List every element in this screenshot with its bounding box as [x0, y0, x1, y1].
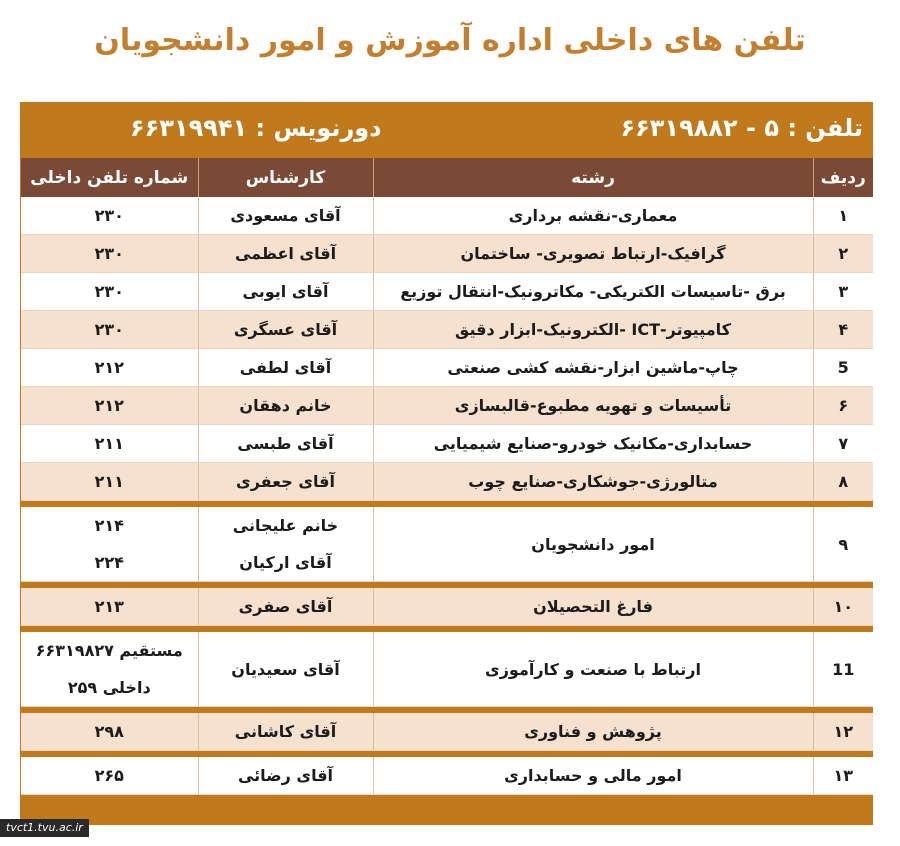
expert-name: آقای صفری: [198, 588, 373, 626]
expert-name: خانم دهقان: [198, 387, 373, 425]
extension: ۲۳۰: [21, 197, 198, 235]
row-number: ۴: [813, 311, 873, 349]
table-row: [21, 235, 873, 273]
expert-name: آقای کاشانی: [198, 713, 373, 751]
field-name: فارغ التحصیلان: [373, 588, 813, 626]
extension: ۲۱۱: [21, 425, 198, 463]
field-name: کامپیوتر-ICT -الکترونیک-ابزار دقیق: [373, 311, 813, 349]
extensions: [21, 507, 198, 582]
col-header-field: رشته: [373, 158, 813, 197]
expert-name: آقای عسگری: [198, 311, 373, 349]
direct-phone: مستقیم ۶۶۳۱۹۸۲۷: [35, 641, 183, 660]
table-row: [21, 425, 873, 463]
row-number: ۸: [813, 463, 873, 501]
extension: ۲۲۴: [94, 553, 124, 572]
expert-name: آقای ایوبی: [198, 273, 373, 311]
table-row: [21, 757, 873, 795]
site-watermark: tvct1.tvu.ac.ir: [0, 819, 89, 837]
row-number: ۱۳: [813, 757, 873, 795]
extension: ۲۱۲: [21, 349, 198, 387]
expert-name: آقای ارکیان: [239, 553, 332, 572]
col-header-row-number: ردیف: [813, 158, 873, 197]
phone-number: تلفن : ۵ - ۶۶۳۱۹۸۸۲: [620, 114, 863, 142]
field-name: معماری-نقشه برداری: [373, 197, 813, 235]
expert-names: [198, 507, 373, 582]
field-name: برق -تاسیسات الکتریکی- مکاترونیک-انتقال توزیع: [373, 273, 813, 311]
table-row: [21, 311, 873, 349]
extensions: [21, 632, 198, 707]
field-name: گرافیک-ارتباط تصویری- ساختمان: [373, 235, 813, 273]
table-row: [21, 507, 873, 582]
field-name: امور مالی و حسابداری: [373, 757, 813, 795]
table-row: [21, 273, 873, 311]
table-header-row: [21, 158, 873, 197]
table-row: [21, 632, 873, 707]
extension: ۲۱۲: [21, 387, 198, 425]
expert-name: آقای جعفری: [198, 463, 373, 501]
table-row: [21, 387, 873, 425]
fax-number: دورنویس : ۶۶۳۱۹۹۴۱: [130, 114, 382, 142]
expert-name: آقای طبسی: [198, 425, 373, 463]
table-footer-bar: [20, 802, 873, 825]
expert-name: خانم علیجانی: [232, 516, 339, 535]
extension: ۲۹۸: [21, 713, 198, 751]
contact-bar: [20, 102, 873, 158]
expert-name: آقای مسعودی: [198, 197, 373, 235]
page-title: تلفن های داخلی اداره آموزش و امور دانشجویان: [94, 23, 806, 58]
extension: ۲۱۴: [94, 516, 124, 535]
expert-name: آقای اعظمی: [198, 235, 373, 273]
row-number: ۱: [813, 197, 873, 235]
extension: داخلی ۲۵۹: [67, 678, 151, 697]
field-name: ارتباط با صنعت و کارآموزی: [373, 632, 813, 707]
row-number: 5: [813, 349, 873, 387]
phone-table: [21, 158, 873, 795]
extension: ۲۳۰: [21, 311, 198, 349]
row-number: ۹: [813, 507, 873, 582]
table-row: [21, 197, 873, 235]
field-name: امور دانشجویان: [373, 507, 813, 582]
table-row: [21, 349, 873, 387]
extension: ۲۳۰: [21, 273, 198, 311]
expert-name: آقای رضائی: [198, 757, 373, 795]
extension: ۲۱۳: [21, 588, 198, 626]
expert-name: آقای لطفی: [198, 349, 373, 387]
table-row: [21, 463, 873, 501]
row-number: ۶: [813, 387, 873, 425]
field-name: تأسیسات و تهویه مطبوع-قالبسازی: [373, 387, 813, 425]
col-header-expert: کارشناس: [198, 158, 373, 197]
extension: ۲۱۱: [21, 463, 198, 501]
row-number: ۱۰: [813, 588, 873, 626]
row-number: ۷: [813, 425, 873, 463]
expert-name: آقای سعیدیان: [198, 632, 373, 707]
row-number: ۱۲: [813, 713, 873, 751]
row-number: ۲: [813, 235, 873, 273]
row-number: 11: [813, 632, 873, 707]
field-name: حسابداری-مکانیک خودرو-صنایع شیمیایی: [373, 425, 813, 463]
field-name: متالورژی-جوشکاری-صنایع چوب: [373, 463, 813, 501]
field-name: پژوهش و فناوری: [373, 713, 813, 751]
table-row: [21, 713, 873, 751]
extension: ۲۳۰: [21, 235, 198, 273]
extension: ۲۶۵: [21, 757, 198, 795]
field-name: چاپ-ماشین ابزار-نقشه کشی صنعتی: [373, 349, 813, 387]
row-number: ۳: [813, 273, 873, 311]
col-header-extension: شماره تلفن داخلی: [21, 158, 198, 197]
table-row: [21, 588, 873, 626]
